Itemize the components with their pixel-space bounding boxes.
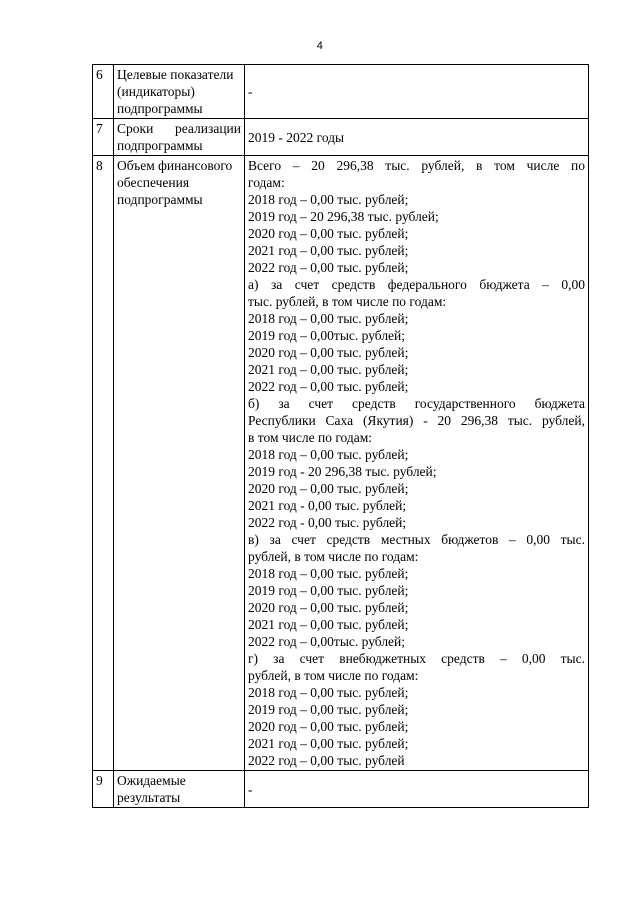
financing-line: в) за счет средств местных бюджетов – 0,00 тыс. xyxy=(248,532,585,547)
financing-details xyxy=(245,156,589,771)
financing-line: 2022 год – 0,00тыс. рублей; xyxy=(248,634,406,649)
financing-line: тыс. рублей, в том числе по годам: xyxy=(248,294,447,309)
row-value: - xyxy=(245,771,589,808)
row-label-line: Сроки реализации xyxy=(117,121,241,136)
financing-line: Всего – 20 296,38 тыс. рублей, в том числе по xyxy=(248,158,585,173)
table-row-7 xyxy=(93,119,589,156)
row-label: Целевые показатели (индикаторы) подпрограммы xyxy=(114,65,245,119)
financing-line: 2019 год – 0,00 тыс. рублей; xyxy=(248,702,409,717)
financing-line: 2018 год – 0,00 тыс. рублей; xyxy=(248,685,409,700)
table-row-9 xyxy=(93,771,589,808)
financing-line: 2019 год – 20 296,38 тыс. рублей; xyxy=(248,209,439,224)
financing-line: 2022 год – 0,00 тыс. рублей; xyxy=(248,379,409,394)
row-value: - xyxy=(245,65,589,119)
financing-line: годам: xyxy=(248,175,285,190)
row-label: Объем финансового обеспечения подпрограммы xyxy=(114,156,245,771)
financing-line: 2022 год - 0,00 тыс. рублей; xyxy=(248,515,407,530)
financing-line: 2018 год – 0,00 тыс. рублей; xyxy=(248,447,409,462)
row-number: 6 xyxy=(93,65,114,119)
financing-line: 2020 год – 0,00 тыс. рублей; xyxy=(248,481,409,496)
row-number: 9 xyxy=(93,771,114,808)
financing-line: 2021 год – 0,00 тыс. рублей; xyxy=(248,362,409,377)
financing-line: 2020 год – 0,00 тыс. рублей; xyxy=(248,719,409,734)
financing-line: 2018 год – 0,00 тыс. рублей; xyxy=(248,192,409,207)
financing-line: Республики Саха (Якутия) - 20 296,38 тыс. рублей, xyxy=(248,413,585,428)
financing-line: 2018 год – 0,00 тыс. рублей; xyxy=(248,311,409,326)
table-row-6 xyxy=(93,65,589,119)
row-number: 8 xyxy=(93,156,114,771)
financing-line: 2020 год – 0,00 тыс. рублей; xyxy=(248,345,409,360)
row-value: 2019 - 2022 годы xyxy=(245,119,589,156)
financing-line: 2021 год – 0,00 тыс. рублей; xyxy=(248,736,409,751)
subprogram-passport-table xyxy=(92,64,589,808)
page-number: 4 xyxy=(316,40,324,52)
financing-line: 2022 год – 0,00 тыс. рублей; xyxy=(248,260,409,275)
financing-line: а) за счет средств федерального бюджета – 0,00 xyxy=(248,277,585,292)
financing-line: 2021 год – 0,00 тыс. рублей; xyxy=(248,243,409,258)
financing-line: 2021 год – 0,00 тыс. рублей; xyxy=(248,617,409,632)
row-label xyxy=(114,119,245,156)
financing-line: 2021 год - 0,00 тыс. рублей; xyxy=(248,498,407,513)
row-label-line: подпрограммы xyxy=(117,138,203,153)
financing-line: б) за счет средств государственного бюджета xyxy=(248,396,585,411)
table-row-8 xyxy=(93,156,589,771)
financing-line: рублей, в том числе по годам: xyxy=(248,668,419,683)
financing-line: 2019 год – 0,00тыс. рублей; xyxy=(248,328,406,343)
financing-line: 2022 год – 0,00 тыс. рублей xyxy=(248,753,405,768)
financing-line: рублей, в том числе по годам: xyxy=(248,549,419,564)
financing-line: 2020 год – 0,00 тыс. рублей; xyxy=(248,226,409,241)
row-number: 7 xyxy=(93,119,114,156)
financing-line: г) за счет внебюджетных средств – 0,00 тыс. xyxy=(248,651,585,666)
financing-line: 2020 год – 0,00 тыс. рублей; xyxy=(248,600,409,615)
financing-line: 2019 год – 0,00 тыс. рублей; xyxy=(248,583,409,598)
financing-line: 2018 год – 0,00 тыс. рублей; xyxy=(248,566,409,581)
financing-line: в том числе по годам: xyxy=(248,430,373,445)
row-label: Ожидаемые результаты xyxy=(114,771,245,808)
financing-line: 2019 год - 20 296,38 тыс. рублей; xyxy=(248,464,437,479)
